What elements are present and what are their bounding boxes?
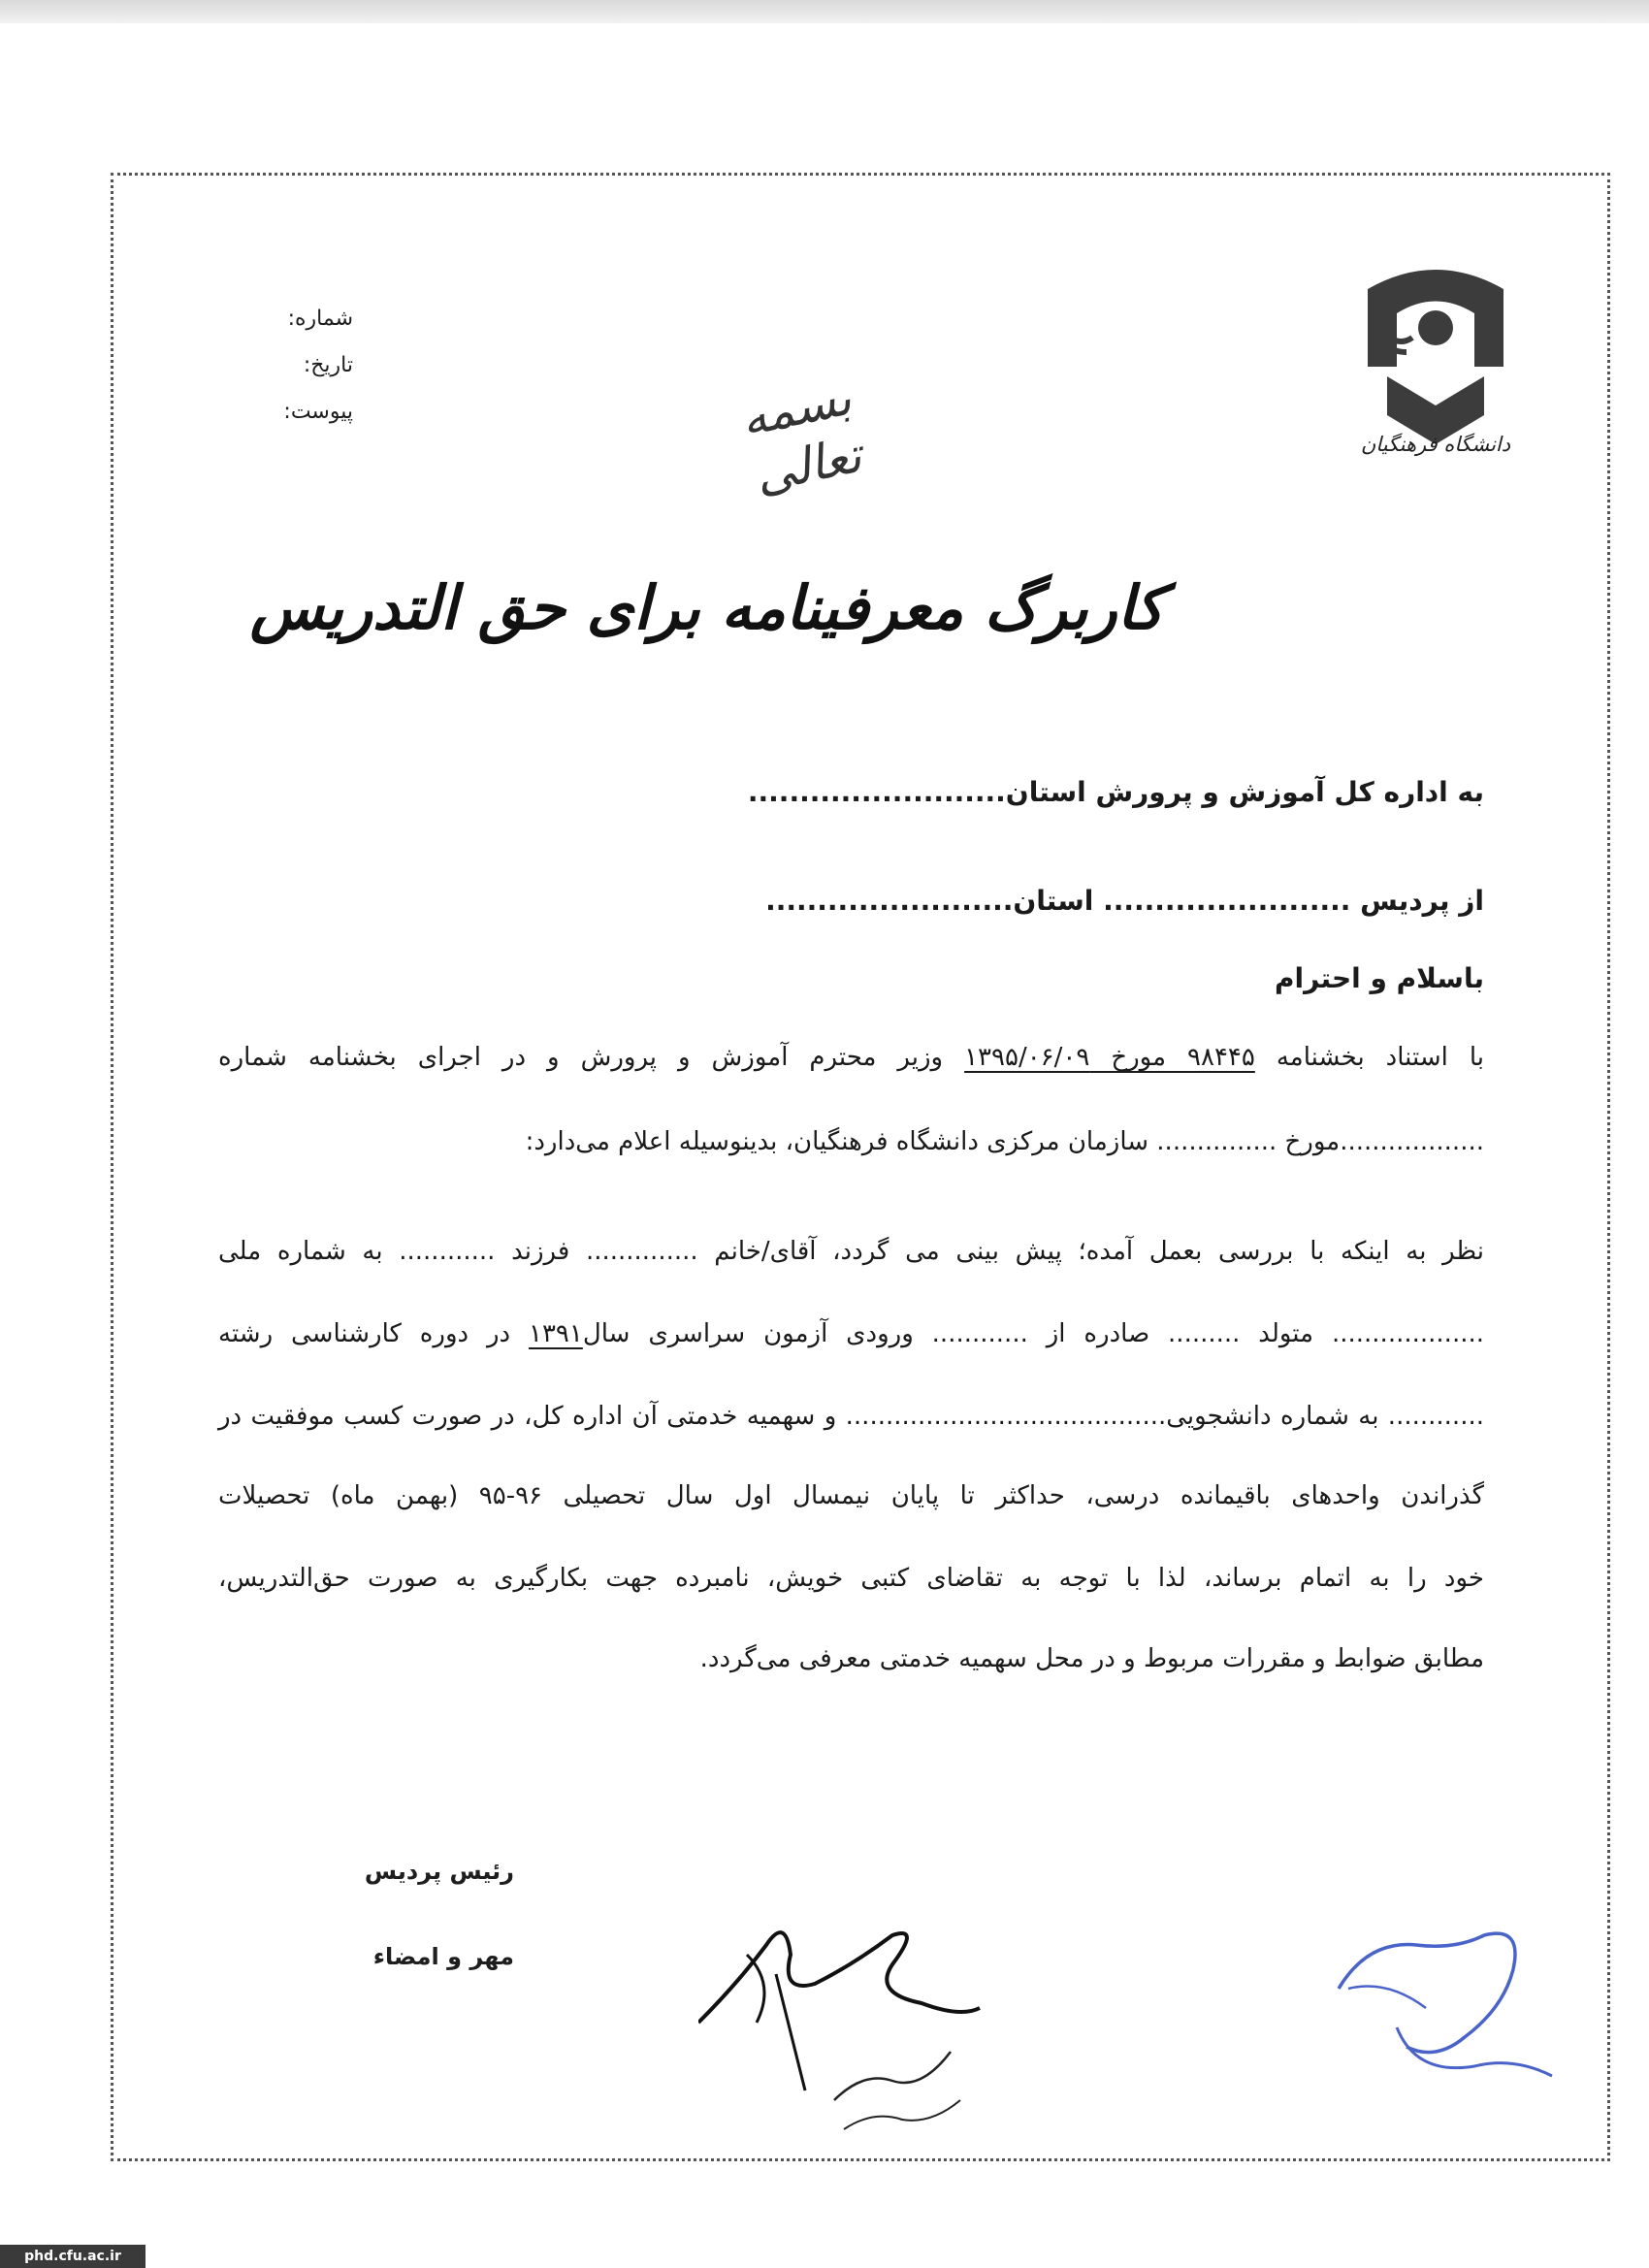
paragraph-line-5: ............ به شماره دانشجویی........................................ و سهمیه خدمتی آن اداره کل، در صورت کسب موفقیت در (218, 1402, 1484, 1431)
from-line: از پردیس ........................ استان........................ (765, 885, 1484, 917)
date-label: تاریخ: (303, 353, 353, 377)
letter-meta (260, 296, 353, 436)
greeting: باسلام و احترام (1275, 962, 1484, 994)
p4-part-b: در دوره کارشناسی رشته (218, 1319, 529, 1348)
paragraph-line-4 (218, 1319, 1484, 1348)
attachment-label: پیوست: (283, 400, 353, 424)
site-footer-stamp: phd.cfu.ac.ir (0, 2245, 146, 2268)
p4-part-a: ................... متولد ......... صادره از ............ ورودی آزمون سراسری سال (582, 1319, 1484, 1348)
document-title: کاربرگ معرفینامه برای حق التدریس (249, 572, 1164, 643)
campus-head-label: رئیس پردیس (364, 1858, 514, 1885)
basmala-calligraphy: بسمه تعالی (735, 369, 867, 504)
logo-caption: دانشگاه فرهنگیان (1360, 433, 1511, 456)
paragraph-line-7: خود را به اتمام برساند، لذا با توجه به تقاضای کتبی خویش، نامبرده جهت بکارگیری به صورت حق‌التدریس، (218, 1564, 1484, 1593)
paragraph-line-1 (218, 1043, 1484, 1072)
to-line: به اداره کل آموزش و پرورش استان......................... (747, 776, 1484, 808)
scan-top-band (0, 0, 1649, 23)
entrance-year: ۱۳۹۱ (529, 1319, 583, 1348)
p1-part-a: با استناد بخشنامه (1254, 1043, 1485, 1072)
seal-sign-label: مهر و امضاء (372, 1943, 514, 1970)
paragraph-line-2: ..................مورخ ............... سازمان مرکزی دانشگاه فرهنگیان، بدینوسیله اعلام می‌دارد: (525, 1127, 1484, 1156)
paragraph-line-6: گذراندن واحدهای باقیمانده درسی، حداکثر تا پایان نیمسال اول سال تحصیلی ۹۶-۹۵ (بهمن ماه) تحصیلات (218, 1481, 1485, 1510)
paragraph-line-3: نظر به اینکه با بررسی بعمل آمده؛ پیش بینی می گردد، آقای/خانم .............. فرزند ............ به شماره ملی (218, 1237, 1484, 1266)
circular-reference: ۹۸۴۴۵ مورخ ۱۳۹۵/۰۶/۰۹ (964, 1043, 1255, 1072)
p1-part-b: وزیر محترم آموزش و پرورش و در اجرای بخشنامه شماره (218, 1043, 965, 1072)
blue-signature-icon (1329, 1930, 1562, 2095)
handwritten-signature-icon (698, 1926, 989, 2149)
number-label: شماره: (287, 307, 353, 331)
paragraph-line-8: مطابق ضوابط و مقررات مربوط و در محل سهمیه خدمتی معرفی می‌گردد. (699, 1644, 1484, 1673)
